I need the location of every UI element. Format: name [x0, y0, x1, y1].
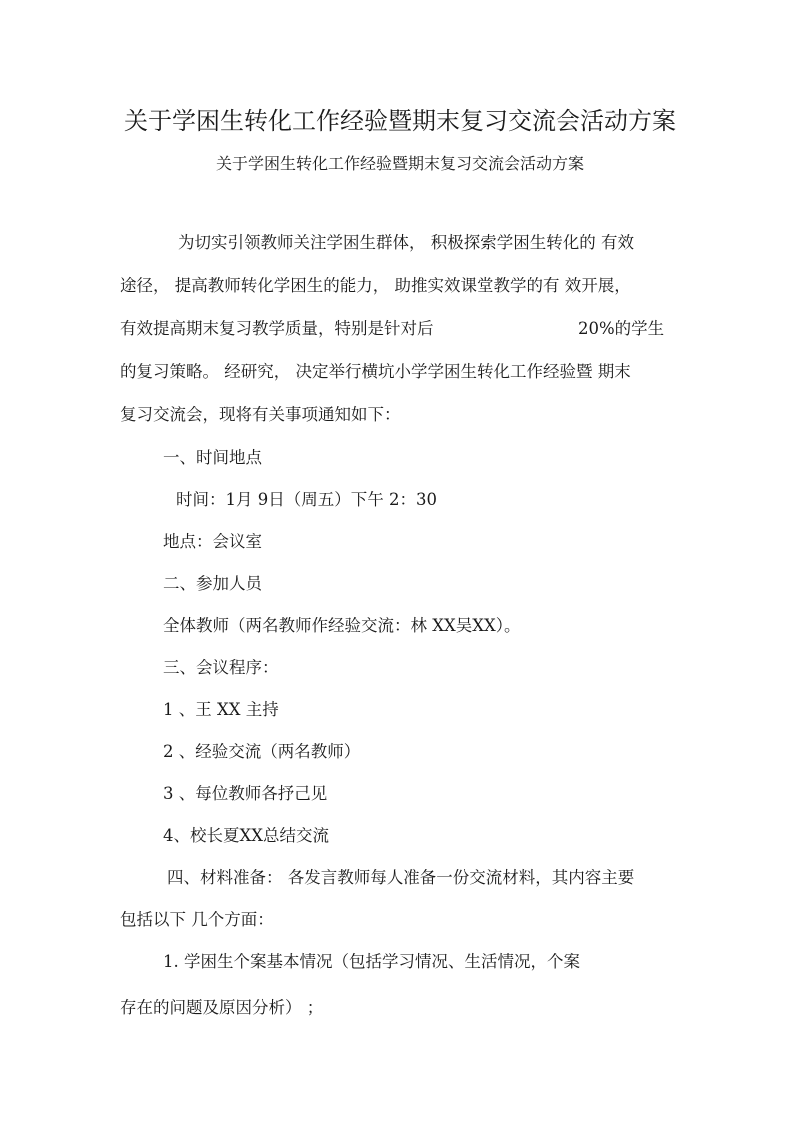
document-title: 关于学困生转化工作经验暨期末复习交流会活动方案 [124, 107, 676, 135]
section-3-item-1: 1 、王 XX 主持 [163, 700, 279, 719]
intro-line-3-left: 有效提高期末复习教学质量，特别是针对后 [120, 319, 434, 338]
section-1-place: 地点：会议室 [163, 532, 262, 551]
intro-line-1: 为切实引领教师关注学困生群体， 积极探索学困生转化的 有效 [178, 233, 634, 252]
section-3-item-4: 4、校长夏XX总结交流 [163, 826, 329, 845]
section-3-item-3: 3 、每位教师各抒己见 [163, 784, 328, 803]
intro-line-3-right: 20%的学生 [578, 319, 665, 338]
section-4-item-1-line-1: 1. 学困生个案基本情况（包括学习情况、生活情况，个案 [163, 952, 580, 971]
document-subtitle: 关于学困生转化工作经验暨期末复习交流会活动方案 [215, 154, 584, 173]
section-4-line-2: 包括以下 几个方面： [120, 910, 274, 929]
section-4-item-1-line-2: 存在的问题及原因分析） ； [120, 998, 324, 1017]
intro-line-4: 的复习策略。 经研究， 决定举行横坑小学学困生转化工作经验暨 期末 [120, 362, 631, 381]
intro-line-2: 途径， 提高教师转化学困生的能力， 助推实效课堂教学的有 效开展， [120, 276, 631, 295]
intro-line-5: 复习交流会，现将有关事项通知如下： [120, 405, 401, 424]
section-4-line-1: 四、材料准备： 各发言教师每人准备一份交流材料，其内容主要 [167, 868, 635, 887]
section-2-heading: 二、参加人员 [163, 574, 262, 593]
section-1-heading: 一、时间地点 [163, 448, 262, 467]
section-1-time: 时间：1月 9日（周五）下午 2：30 [176, 490, 437, 509]
section-3-item-2: 2 、经验交流（两名教师） [163, 742, 361, 761]
section-2-content: 全体教师（两名教师作经验交流：林 XX吴XX）。 [163, 616, 521, 635]
section-3-heading: 三、会议程序： [163, 658, 279, 677]
